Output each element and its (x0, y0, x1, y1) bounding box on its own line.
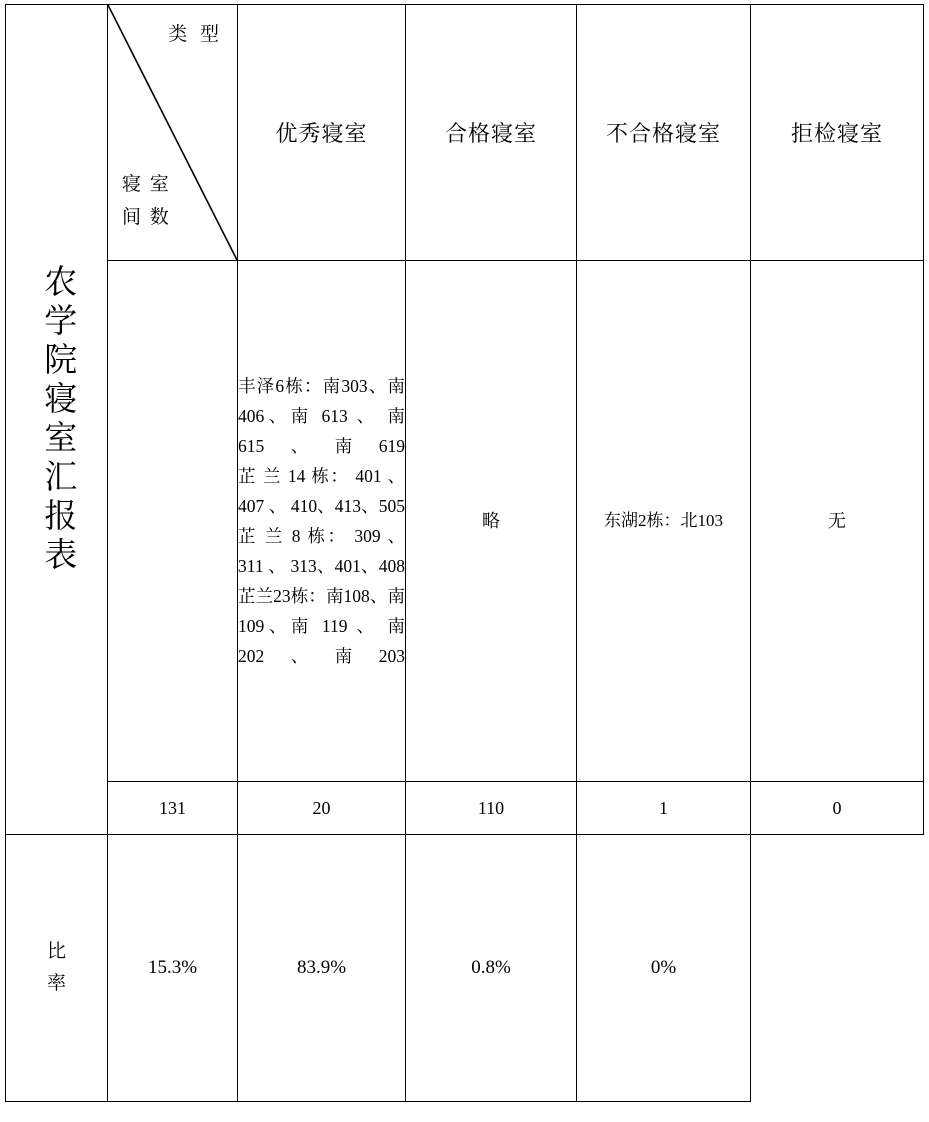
page-title: 农学院寝室汇报表 (39, 263, 76, 576)
list-item: 丰泽6栋：南303、南406、南 613 、 南 615、南619 (238, 375, 405, 456)
header-type-label: 类 型 (168, 24, 223, 45)
table-detail-row (6, 261, 924, 782)
ratio-label-line2: 率 (46, 973, 66, 994)
list-item: 芷兰23栋：南108、南109、南 119 、 南 202、南203 (238, 586, 405, 667)
dormitory-report-table (5, 4, 924, 1102)
ratio-label-line1: 比 (46, 940, 66, 962)
detail-unqualified-value: 东湖2栋：北103 (577, 261, 751, 782)
detail-qualified-value: 略 (406, 261, 577, 782)
detail-room-count-cell (108, 261, 238, 782)
ratio-label-cell (6, 835, 108, 1102)
column-header-excellent: 优秀寝室 (238, 5, 406, 261)
table-counts-row (6, 782, 924, 835)
ratio-excellent: 15.3% (108, 835, 238, 1102)
count-qualified: 110 (406, 782, 577, 835)
document-page (0, 4, 929, 1122)
ratio-unqualified: 0.8% (406, 835, 577, 1102)
diagonal-header-cell (108, 5, 238, 261)
detail-refused-value: 无 (751, 261, 924, 782)
ratio-refused: 0% (577, 835, 751, 1102)
report-title-cell (6, 5, 108, 835)
list-item: 芷 兰 8 栋： 309 、 311 、 313、401、408 (238, 526, 405, 577)
count-room-total: 131 (108, 782, 238, 835)
detail-excellent-list (238, 261, 406, 782)
count-excellent: 20 (238, 782, 406, 835)
header-rooms-label-line2: 间 数 (122, 206, 171, 228)
count-refused: 0 (751, 782, 924, 835)
count-unqualified: 1 (577, 782, 751, 835)
column-header-refused: 拒检寝室 (751, 5, 924, 261)
list-item: 芷 兰 14 栋： 401 、 407 、 410、413、505 (238, 465, 405, 516)
header-rooms-label (122, 168, 171, 235)
column-header-qualified: 合格寝室 (406, 5, 577, 261)
table-header-row (6, 5, 924, 261)
ratio-qualified: 83.9% (238, 835, 406, 1102)
column-header-unqualified: 不合格寝室 (577, 5, 751, 261)
header-rooms-label-line1: 寝 室 (122, 173, 171, 195)
table-ratio-row (6, 835, 924, 1102)
